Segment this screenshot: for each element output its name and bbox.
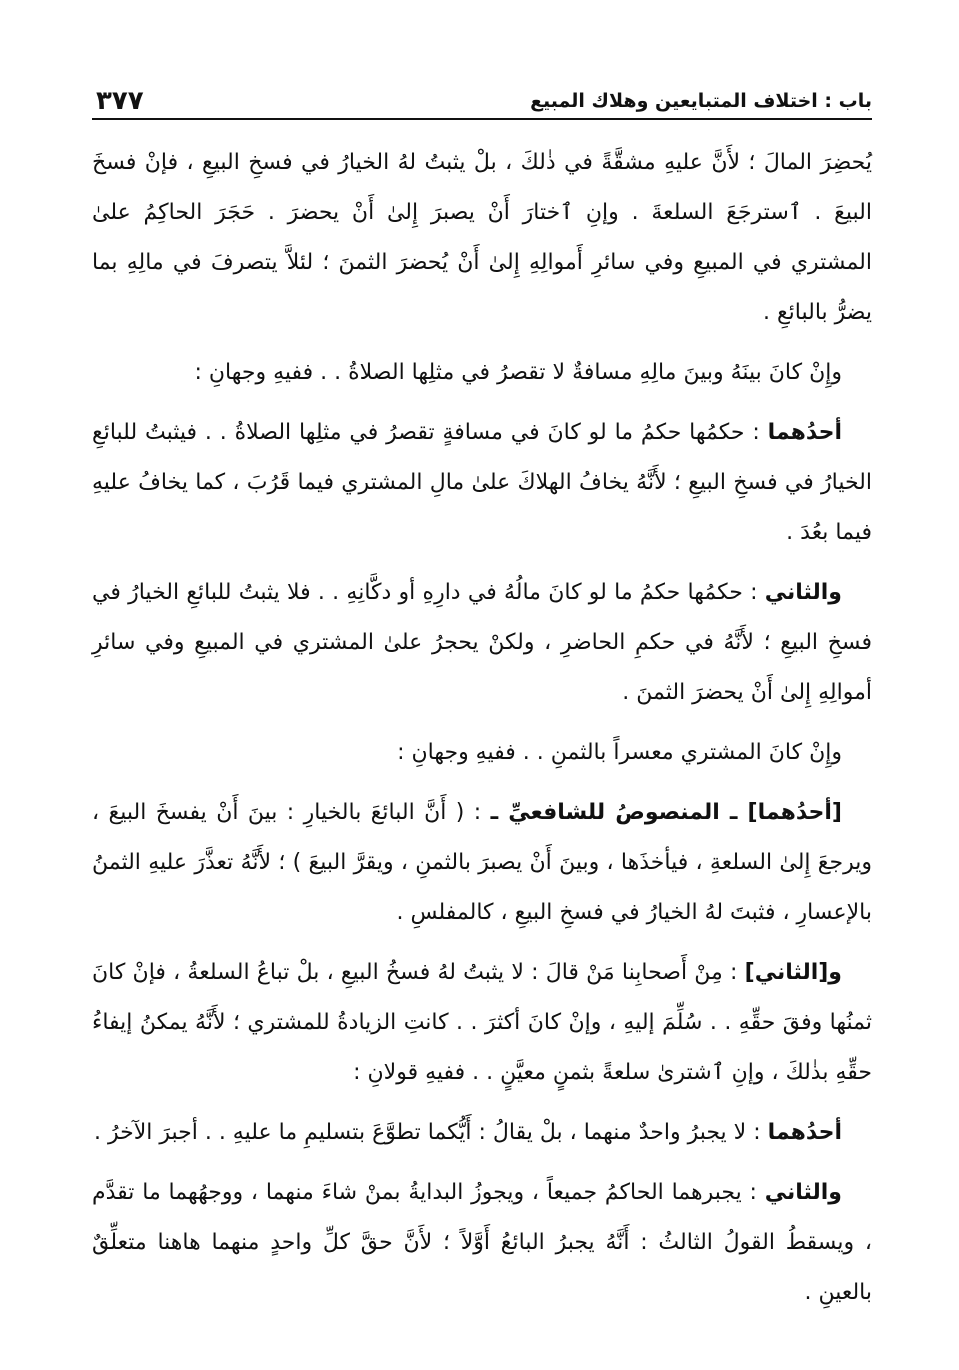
paragraph-lead: والثاني bbox=[764, 1180, 842, 1205]
document-page bbox=[92, 78, 872, 1328]
paragraph-text: وإِنْ كانَ المشتري معسراً بالثمنِ . . ففيهِ وجهانِ : bbox=[397, 740, 842, 765]
paragraph bbox=[92, 138, 872, 338]
paragraph-text: يُحضِرَ المالَ ؛ لأَنَّ عليهِ مشقَّةً في ذٰلكَ ، بلْ يثبتُ لهُ الخيارُ في فسخِ البيعِ ، فإنْ فسخَ البيعَ . ٱسترجَعَ السلعةَ . وإنِ ٱختارَ أَنْ يصبرَ إِلىٰ أَنْ يحضرَ . حَجَرَ الحاكِمُ علىٰ المشتري في المبيعِ وفي سائرِ أَموالِهِ إِلىٰ أَنْ يُحضرَ الثمنَ ؛ لئلاَّ يتصرفَ في مالِهِ بما يضرُّ بالبائعِ . bbox=[92, 150, 872, 325]
paragraph-lead: أحدُهما bbox=[767, 420, 842, 445]
paragraph bbox=[92, 568, 872, 718]
paragraph bbox=[92, 408, 872, 558]
paragraph bbox=[92, 788, 872, 938]
paragraph-lead: أحدُهما bbox=[767, 1120, 842, 1145]
paragraph bbox=[92, 348, 872, 398]
paragraph-text: : ( أَنَّ البائعَ بالخيارِ : بينَ أَنْ يفسخَ البيعَ ، ويرجعَ إِلىٰ السلعةِ ، فيأخذَها ، وبينَ أَنْ يصبرَ بالثمنِ ، ويقرَّ البيعَ ) ؛ لأَنَّهُ تعذَّرَ عليهِ الثمنُ بالإعسارِ ، فثبتَ لهُ الخيارُ في فسخِ البيعِ ، كالمفلسِ . bbox=[92, 800, 872, 925]
paragraph bbox=[92, 1108, 872, 1158]
paragraph-text: : مِنْ أَصحابِنا مَنْ قالَ : لا يثبتُ لهُ فسخُ البيعِ ، بلْ تباعُ السلعةُ ، فإنْ كانَ ثمنُها وفقَ حقِّهِ . . سُلِّمَ إليهِ ، وإنْ كانَ أكثرَ . . كانتِ الزيادةُ للمشتري ؛ لأَنَّهُ يمكنُ إيفاءُ حقِّهِ بذٰلكَ ، وإنِ ٱشترىٰ سلعةً بثمنٍ معيَّنٍ . . ففيهِ قولانِ : bbox=[92, 960, 872, 1085]
paragraph bbox=[92, 1168, 872, 1318]
running-title: باب : اختلاف المتبايعين وهلاك المبيع bbox=[530, 90, 872, 112]
paragraph-text: : حكمُها حكمُ ما لو كانَ مالُهُ في دارِهِ أو دكَّانِهِ . . فلا يثبتُ للبائعِ الخيارُ في فسخِ البيعِ ؛ لأَنَّهُ في حكمِ الحاضرِ ، ولكنْ يحجرُ علىٰ المشتري في المبيعِ وفي سائرِ أموالِهِ إِلىٰ أَنْ يحضرَ الثمنَ . bbox=[92, 580, 872, 705]
paragraph bbox=[92, 728, 872, 778]
paragraph bbox=[92, 948, 872, 1098]
paragraph-text: : حكمُها حكمُ ما لو كانَ في مسافةٍ تقصرُ في مثلِها الصلاةُ . . فيثبتُ للبائعِ الخيارُ في فسخِ البيعِ ؛ لأَنَّهُ يخافُ الهلاكَ علىٰ مالِ المشتري فيما قَرُبَ ، كما يخافُ عليهِ فيما بعُدَ . bbox=[92, 420, 872, 545]
page-header bbox=[92, 78, 872, 120]
paragraph-lead: والثاني bbox=[764, 580, 842, 605]
paragraph-lead: [أحدُهما] ـ المنصوصُ للشافعيِّ ـ bbox=[490, 800, 842, 825]
page-number: ٣٧٧ bbox=[96, 86, 144, 116]
paragraph-text: : يجبرهما الحاكمُ جميعاً ، ويجوزُ البدايةُ بمنْ شاءَ منهما ، ووجهُهما ما تقدَّم ، ويسقطُ القولُ الثالثُ : أَنَّهُ يجبرُ البائعُ أَوَّلاً ؛ لأَنَّ حقَّ كلِّ واحدٍ منهما هاهنا متعلِّقٌ بالعينِ . bbox=[92, 1180, 872, 1305]
paragraph-text: : لا يجبرُ واحدٌ منهما ، بلْ يقالُ : أَيُّكما تطوَّعَ بتسليمِ ما عليهِ . . أجبرَ الآخرُ . bbox=[93, 1120, 768, 1145]
paragraph-text: وإِنْ كانَ بينَهُ وبينَ مالِهِ مسافةٌ لا تقصرُ في مثلِها الصلاةُ . . ففيهِ وجهانِ : bbox=[194, 360, 842, 385]
paragraph-lead: و[الثاني] bbox=[744, 960, 842, 985]
